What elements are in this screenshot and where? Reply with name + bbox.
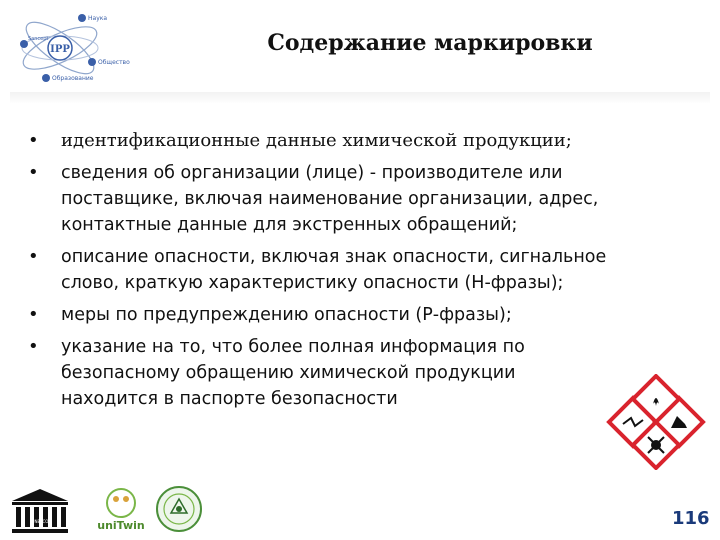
logo-label-top: Наука bbox=[88, 15, 108, 22]
unitwin-label: uniTwin bbox=[97, 519, 145, 532]
list-item bbox=[28, 160, 668, 238]
slide-title: Содержание маркировки bbox=[267, 30, 593, 56]
logo-label-bottom: Образование bbox=[52, 75, 94, 82]
green-chemistry-logo bbox=[155, 485, 203, 533]
logo-label-left: Sancept bbox=[28, 36, 49, 42]
list-item-text: сведения об организации (лице) - производителе или поставщике, включая наименование организации, адрес, контактные данные для экстренных обращений; bbox=[61, 163, 599, 235]
title-divider bbox=[10, 92, 710, 104]
bullet-marker: • bbox=[28, 304, 39, 325]
list-item bbox=[28, 334, 668, 412]
bullet-marker: • bbox=[28, 246, 39, 267]
page-number: 116 bbox=[672, 508, 710, 529]
list-item-text: описание опасности, включая знак опасности, сигнальное слово, краткую характеристику опасности (Н-фразы); bbox=[61, 247, 607, 293]
list-item-text: указание на то, что более полная информация по безопасному обращению химической продукции находится в паспорте безопасности bbox=[61, 337, 525, 409]
logo-center-text: IPP bbox=[50, 44, 70, 55]
ghs-hazard-pictogram bbox=[601, 374, 711, 470]
list-item-text: идентификационные данные химической продукции; bbox=[61, 130, 572, 151]
logo-label-right: Общество bbox=[98, 59, 130, 66]
bullet-marker: • bbox=[28, 130, 39, 151]
unesco-logo bbox=[10, 487, 70, 535]
list-item bbox=[28, 128, 668, 154]
unitwin-logo bbox=[92, 485, 150, 535]
list-item-text: меры по предупреждению опасности (Р-фразы); bbox=[61, 305, 512, 325]
bullet-list bbox=[28, 128, 668, 418]
bullet-marker: • bbox=[28, 162, 39, 183]
list-item bbox=[28, 244, 668, 296]
list-item bbox=[28, 302, 668, 328]
bullet-marker: • bbox=[28, 336, 39, 357]
institution-logo bbox=[12, 4, 132, 90]
unesco-label: UNESCO bbox=[31, 519, 49, 524]
